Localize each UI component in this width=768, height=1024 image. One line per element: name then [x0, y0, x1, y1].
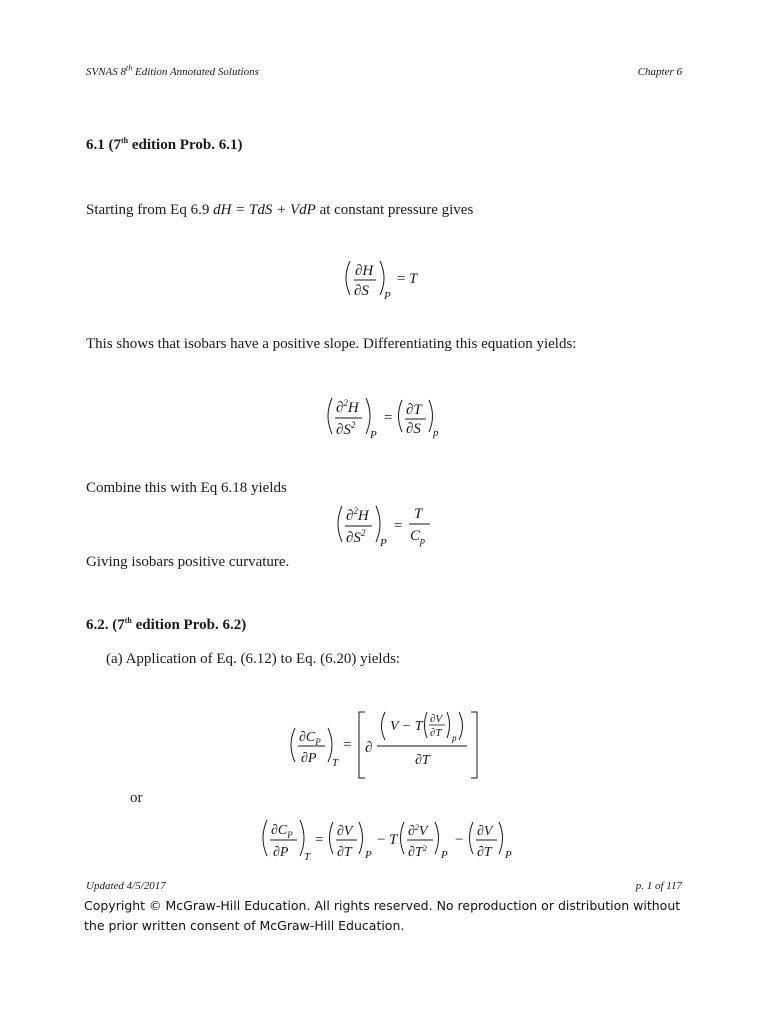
svg-text:∂P: ∂P [301, 751, 317, 766]
svg-text:V − T: V − T [390, 719, 423, 734]
svg-text:P: P [384, 290, 391, 302]
svg-text:=: = [384, 410, 393, 426]
svg-text:T: T [332, 757, 339, 769]
svg-text:P: P [365, 849, 372, 861]
svg-text:=: = [394, 518, 403, 534]
copyright-line-1: Copyright © McGraw-Hill Education. All rights reserved. No reproduction or distribution without [84, 898, 681, 913]
problem-6-1-heading: 6.1 (7th edition Prob. 6.1) [86, 136, 243, 153]
svg-text:P: P [370, 429, 377, 441]
svg-text:∂: ∂ [365, 740, 373, 756]
equation-dcp-dp-expanded [257, 816, 527, 866]
svg-text:T: T [414, 506, 423, 522]
svg-text:Cp: $C_p$ [410, 528, 426, 547]
svg-text:P: P [380, 537, 387, 549]
svg-text:=: = [315, 832, 324, 848]
svg-text:∂T: ∂T [415, 753, 430, 768]
svg-text:T: T [389, 832, 398, 848]
problem-6-2-item-a: (a) Application of Eq. (6.12) to Eq. (6.20) yields: [106, 651, 401, 667]
problem-6-1-line-result: Giving isobars positive curvature. [86, 554, 290, 570]
svg-text:−: − [455, 832, 464, 848]
equation-dcp-dp [285, 708, 485, 782]
svg-text:∂V: ∂V [430, 713, 443, 725]
problem-6-2-or: or [130, 790, 143, 806]
svg-text:T: T [409, 271, 418, 287]
svg-text:∂S: ∂S [354, 283, 369, 299]
svg-text:∂2H: ∂$^2$H [346, 506, 369, 524]
svg-text:∂T: ∂T [406, 402, 422, 418]
svg-text:∂CP: $\partial C_P$ [299, 730, 321, 747]
svg-text:∂2V: ∂$^2$V [408, 823, 428, 839]
svg-text:=: = [343, 737, 352, 753]
problem-6-2-heading: 6.2. (7th edition Prob. 6.2) [86, 616, 247, 633]
running-header-chapter: Chapter 6 [637, 66, 682, 78]
svg-text:−: − [377, 832, 386, 848]
copyright-notice [84, 896, 684, 936]
running-header-title: SVNAS 8th Edition Annotated Solutions [86, 63, 259, 78]
svg-text:P: P [505, 849, 512, 861]
svg-text:∂P: ∂P [273, 845, 289, 860]
svg-text:p: p [433, 427, 439, 439]
footer-page-number: p. 1 of 117 [635, 880, 682, 892]
footer-updated-date: Updated 4/5/2017 [86, 880, 166, 892]
svg-text:∂V: ∂V [477, 824, 493, 839]
problem-6-1-intro: Starting from Eq 6.9 dH = TdS + VdP at constant pressure gives [86, 202, 474, 218]
svg-text:T: T [304, 851, 311, 863]
svg-text:∂H: ∂H [355, 263, 374, 279]
problem-6-1-line-slope: This shows that isobars have a positive slope. Differentiating this equation yields: [86, 336, 577, 352]
equation-d2h-ds2 [322, 392, 462, 444]
svg-text:∂S: ∂S [406, 421, 421, 437]
svg-text:∂2H: ∂$^2$H [336, 398, 359, 416]
svg-text:∂T: ∂T [337, 845, 352, 860]
svg-text:∂S2: $\partial S^2$ [336, 420, 356, 438]
svg-text:∂T: ∂T [477, 845, 492, 860]
svg-text:p: p [452, 733, 457, 743]
svg-text:P: P [441, 849, 448, 861]
problem-6-1-line-combine: Combine this with Eq 6.18 yields [86, 480, 287, 496]
equation-dh-ds [340, 255, 440, 305]
svg-text:∂T2: $\partial T^2$ [408, 844, 427, 860]
svg-text:=: = [397, 271, 406, 287]
svg-text:∂CP: $\partial C_P$ [271, 823, 293, 840]
svg-text:∂S2: $\partial S^2$ [346, 528, 366, 546]
svg-text:∂V: ∂V [337, 824, 353, 839]
equation-curvature [332, 500, 442, 550]
svg-text:∂T: ∂T [430, 727, 442, 739]
copyright-line-2: the prior written consent of McGraw-Hill Education. [84, 918, 405, 933]
